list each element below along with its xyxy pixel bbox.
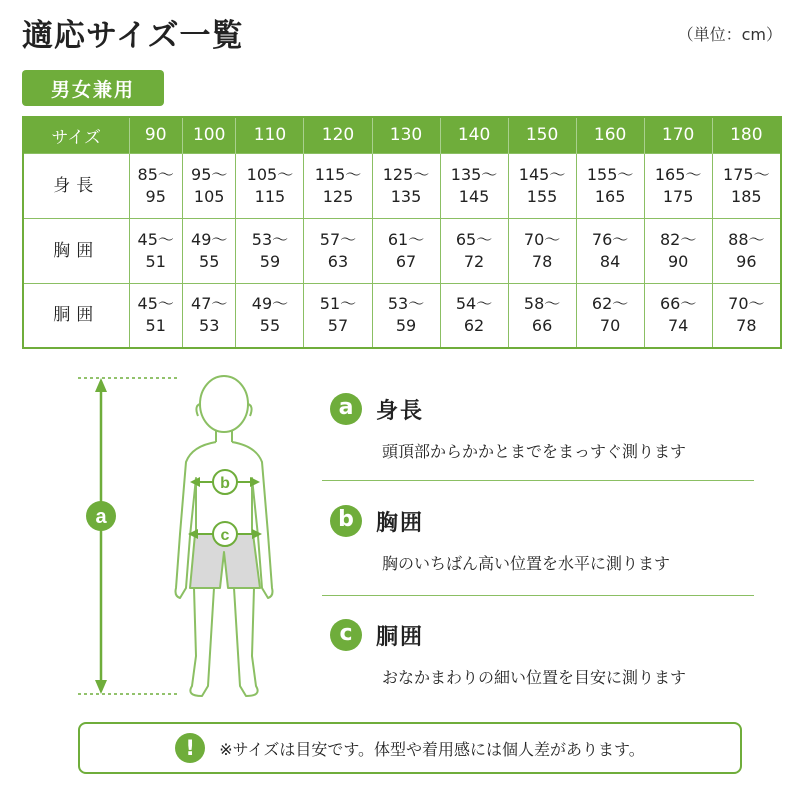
cell-range-start: 95〜 xyxy=(191,164,228,184)
chest-arrow xyxy=(190,470,260,494)
cell-range-end: 70 xyxy=(599,316,621,336)
cell-range-start: 49〜 xyxy=(191,229,228,249)
unit-label: （単位：cm） xyxy=(677,25,782,44)
measure-title: 身長 xyxy=(376,398,425,424)
table-cell xyxy=(712,218,781,283)
table-cell xyxy=(712,283,781,348)
header-cell: 140 xyxy=(440,117,508,153)
cell-range-end: 51 xyxy=(145,251,166,271)
cell-range-start: 58〜 xyxy=(523,294,561,314)
table-cell xyxy=(236,283,304,348)
cell-range-end: 59 xyxy=(259,251,281,271)
table-row xyxy=(23,218,781,283)
table-cell xyxy=(508,153,576,218)
cell-range-end: 145 xyxy=(458,186,490,206)
cell-range-end: 72 xyxy=(463,251,485,271)
table-cell xyxy=(372,218,440,283)
cell-range-start: 53〜 xyxy=(251,229,289,249)
table-cell xyxy=(644,283,712,348)
page-title: 適応サイズ一覧 xyxy=(22,18,244,54)
cell-range-end: 135 xyxy=(390,186,422,206)
cell-range-start: 49〜 xyxy=(251,294,289,314)
cell-range-end: 78 xyxy=(736,316,757,336)
cell-range-end: 185 xyxy=(731,186,762,206)
cell-range-start: 70〜 xyxy=(523,229,561,249)
table-cell xyxy=(440,153,508,218)
cell-range-start: 175〜 xyxy=(723,164,770,184)
measure-desc: おなかまわりの細い位置を目安に測ります xyxy=(382,668,687,687)
cell-range-start: 66〜 xyxy=(659,294,697,314)
table-cell xyxy=(576,283,644,348)
cell-range-start: 62〜 xyxy=(591,294,629,314)
cell-range-start: 65〜 xyxy=(455,229,493,249)
table-cell xyxy=(508,283,576,348)
table-cell xyxy=(236,153,304,218)
header-cell: 120 xyxy=(304,117,372,153)
cell-range-end: 51 xyxy=(145,316,166,336)
divider xyxy=(322,595,754,596)
table-cell xyxy=(440,283,508,348)
row-label: 身長 xyxy=(23,153,129,218)
table-cell xyxy=(304,153,372,218)
header-cell: 100 xyxy=(182,117,235,153)
cell-range-start: 82〜 xyxy=(659,229,697,249)
cell-range-end: 62 xyxy=(463,316,485,336)
table-header-row xyxy=(23,117,781,153)
cell-range-end: 95 xyxy=(145,186,166,206)
cell-range-end: 57 xyxy=(327,316,349,336)
header-cell: 130 xyxy=(372,117,440,153)
cell-range-start: 155〜 xyxy=(586,164,634,184)
header-cell: 170 xyxy=(644,117,712,153)
table-cell xyxy=(644,153,712,218)
table-cell xyxy=(644,218,712,283)
cell-range-start: 135〜 xyxy=(450,164,498,184)
table-cell xyxy=(508,218,576,283)
table-cell xyxy=(440,218,508,283)
measure-desc: 頭頂部からかかとまでをまっすぐ測ります xyxy=(382,442,687,461)
table-cell xyxy=(129,153,182,218)
row-label: 胸囲 xyxy=(23,218,129,283)
table-cell xyxy=(236,218,304,283)
letter-c-icon: c xyxy=(330,619,362,651)
cell-range-end: 175 xyxy=(662,186,694,206)
cell-range-end: 66 xyxy=(531,316,553,336)
cell-range-start: 61〜 xyxy=(387,229,425,249)
measure-height xyxy=(330,393,730,462)
table-cell xyxy=(129,283,182,348)
measure-title: 胴囲 xyxy=(376,624,425,650)
cell-range-end: 78 xyxy=(531,251,553,271)
table-cell xyxy=(182,153,235,218)
divider xyxy=(322,480,754,481)
cell-range-end: 67 xyxy=(395,251,417,271)
cell-range-start: 165〜 xyxy=(654,164,702,184)
letter-a-icon: a xyxy=(330,393,362,425)
cell-range-start: 53〜 xyxy=(387,294,425,314)
row-label: 胴囲 xyxy=(23,283,129,348)
header-cell: 160 xyxy=(576,117,644,153)
unisex-badge: 男女兼用 xyxy=(22,70,164,106)
table-row xyxy=(23,283,781,348)
cell-range-end: 96 xyxy=(736,251,757,271)
cell-range-start: 57〜 xyxy=(319,229,357,249)
cell-range-start: 47〜 xyxy=(191,294,228,314)
cell-range-end: 84 xyxy=(599,251,621,271)
cell-range-end: 63 xyxy=(327,251,349,271)
table-cell xyxy=(576,218,644,283)
label-c: c xyxy=(220,527,230,544)
measure-title: 胸囲 xyxy=(376,510,425,536)
letter-b-icon: b xyxy=(330,505,362,537)
cell-range-start: 76〜 xyxy=(591,229,629,249)
cell-range-start: 115〜 xyxy=(314,164,362,184)
header-cell: 180 xyxy=(712,117,781,153)
header-cell: 150 xyxy=(508,117,576,153)
table-cell xyxy=(304,283,372,348)
table-cell xyxy=(712,153,781,218)
cell-range-end: 105 xyxy=(193,186,225,206)
cell-range-end: 115 xyxy=(254,186,286,206)
cell-range-start: 54〜 xyxy=(455,294,493,314)
cell-range-end: 90 xyxy=(667,251,689,271)
table-cell xyxy=(129,218,182,283)
cell-range-end: 59 xyxy=(395,316,417,336)
table-cell xyxy=(304,218,372,283)
cell-range-start: 70〜 xyxy=(728,294,765,314)
table-cell xyxy=(182,218,235,283)
header-cell: 110 xyxy=(236,117,304,153)
header-cell: サイズ xyxy=(23,117,129,153)
note-text: ※サイズは目安です。体型や着用感には個人差があります。 xyxy=(219,739,645,759)
cell-range-start: 145〜 xyxy=(518,164,566,184)
cell-range-start: 85〜 xyxy=(137,164,174,184)
header-cell: 90 xyxy=(129,117,182,153)
cell-range-end: 53 xyxy=(199,316,220,336)
cell-range-end: 155 xyxy=(526,186,558,206)
table-cell xyxy=(372,153,440,218)
cell-range-end: 125 xyxy=(322,186,354,206)
cell-range-start: 88〜 xyxy=(728,229,765,249)
cell-range-start: 125〜 xyxy=(382,164,430,184)
table-cell xyxy=(372,283,440,348)
cell-range-end: 165 xyxy=(594,186,626,206)
table-cell xyxy=(576,153,644,218)
body-figure xyxy=(70,366,310,706)
table-row xyxy=(23,153,781,218)
exclamation-icon: ! xyxy=(175,733,205,763)
table-cell xyxy=(182,283,235,348)
cell-range-end: 55 xyxy=(199,251,220,271)
cell-range-end: 55 xyxy=(259,316,281,336)
measure-waist xyxy=(330,619,730,688)
measure-chest xyxy=(330,505,730,574)
size-table xyxy=(22,116,782,349)
label-b: b xyxy=(220,475,230,492)
cell-range-end: 74 xyxy=(667,316,689,336)
cell-range-start: 51〜 xyxy=(319,294,357,314)
label-a: a xyxy=(95,506,107,528)
measure-desc: 胸のいちばん高い位置を水平に測ります xyxy=(382,554,671,573)
note-box xyxy=(78,722,742,774)
cell-range-start: 105〜 xyxy=(246,164,294,184)
cell-range-start: 45〜 xyxy=(137,294,174,314)
height-arrow xyxy=(78,378,178,694)
cell-range-start: 45〜 xyxy=(137,229,174,249)
